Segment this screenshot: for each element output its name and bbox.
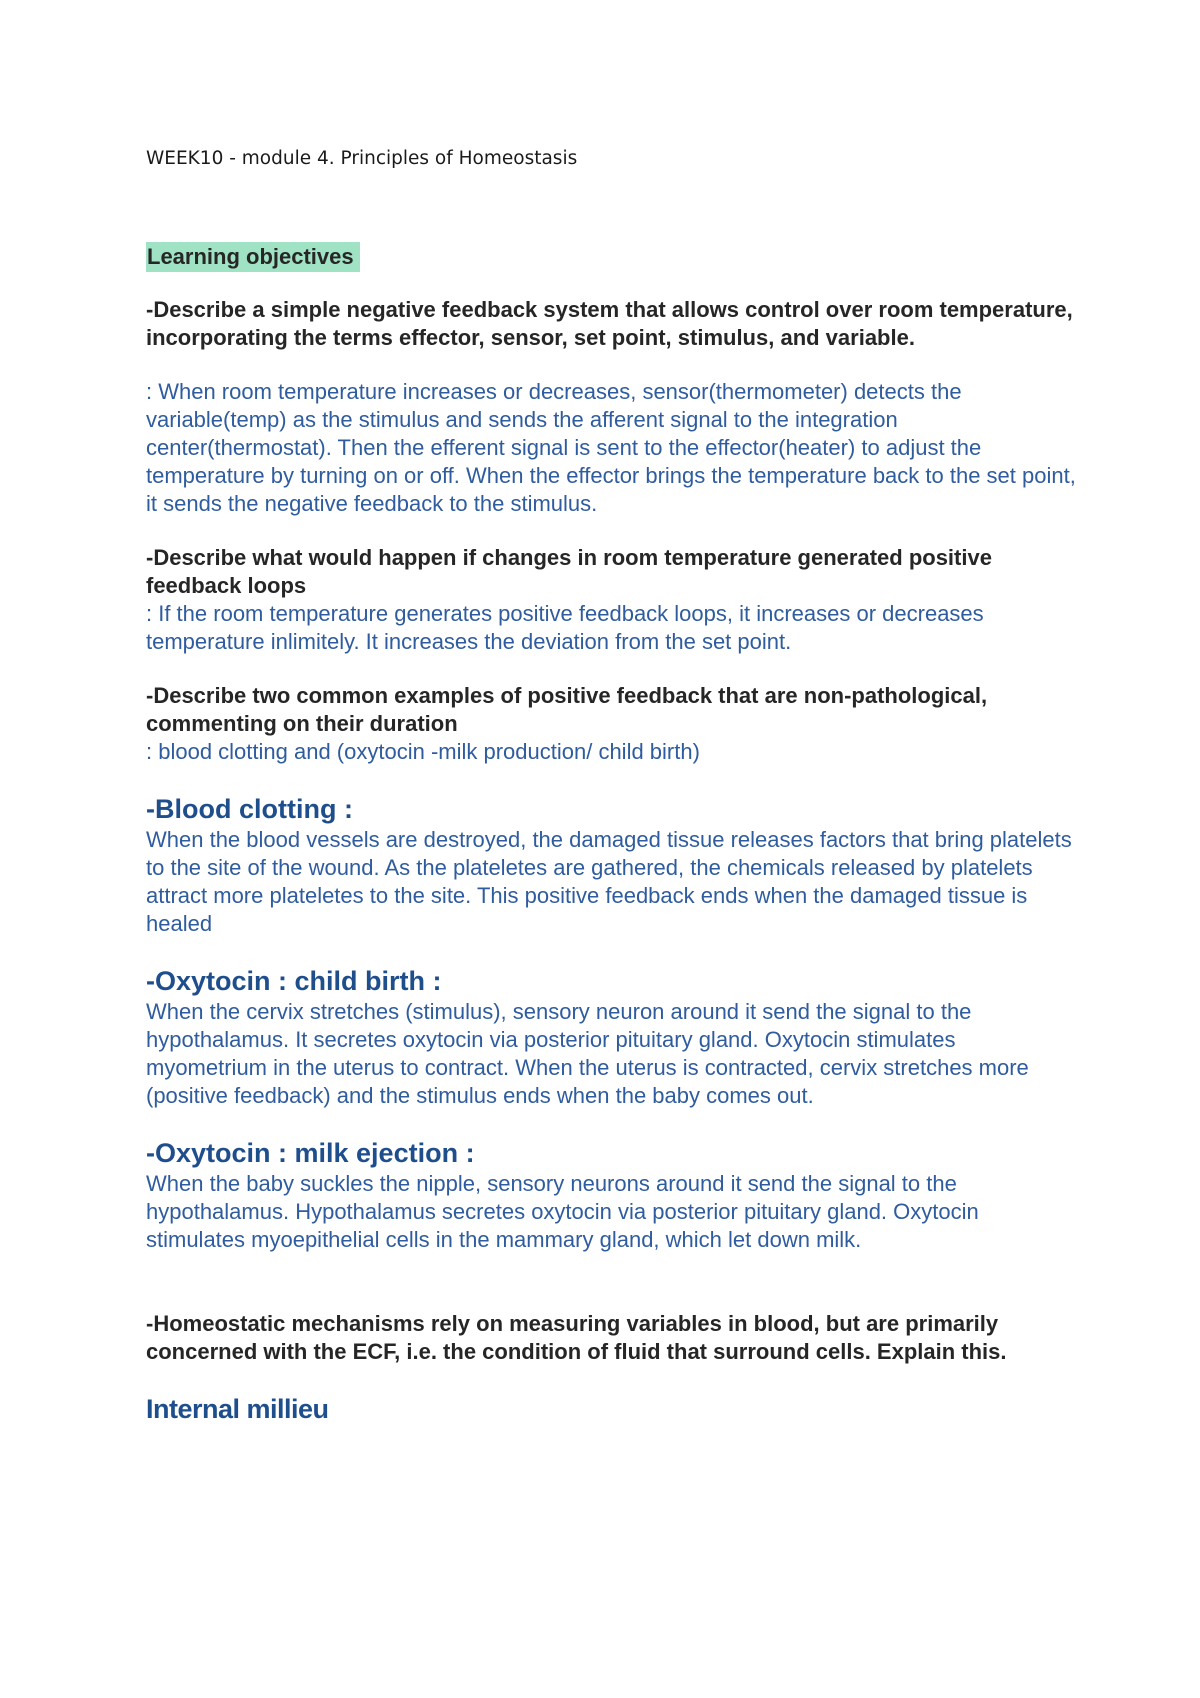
internal-millieu-heading: Internal millieu bbox=[146, 1394, 329, 1424]
blood-clotting-text: When the blood vessels are destroyed, the damaged tissue releases factors that bring platelets to the site of the wound. As the plateletes are gathered, the chemicals released by platelets attract more plateletes to the site. This positive feedback ends when the damaged tissue is healed bbox=[146, 827, 1072, 936]
blood-clotting-heading: -Blood clotting : bbox=[146, 794, 353, 824]
question-homeostatic-mechanisms: -Homeostatic mechanisms rely on measuring variables in blood, but are primarily concerned with the ECF, i.e. the condition of fluid that surround cells. Explain this. bbox=[146, 1311, 1007, 1364]
answer-positive-feedback-examples: : blood clotting and (oxytocin -milk production/ child birth) bbox=[146, 739, 700, 764]
question-positive-feedback-loops: -Describe what would happen if changes in room temperature generated positive feedback loops bbox=[146, 545, 992, 598]
oxytocin-milk-text: When the baby suckles the nipple, sensory neurons around it send the signal to the hypothalamus. Hypothalamus secretes oxytocin via posterior pituitary gland. Oxytocin stimulates myoepithelial cells in the mammary gland, which let down milk. bbox=[146, 1171, 979, 1252]
oxytocin-milk-heading: -Oxytocin : milk ejection : bbox=[146, 1138, 475, 1168]
document-header: WEEK10 - module 4. Principles of Homeostasis bbox=[146, 148, 578, 169]
answer-positive-feedback-loops: : If the room temperature generates positive feedback loops, it increases or decreases temperature inlimitely. It increases the deviation from the set point. bbox=[146, 601, 984, 654]
document-body bbox=[146, 146, 1076, 1426]
oxytocin-birth-heading: -Oxytocin : child birth : bbox=[146, 966, 442, 996]
answer-negative-feedback: : When room temperature increases or decreases, sensor(thermometer) detects the variable(temp) as the stimulus and sends the afferent signal to the integration center(thermostat). Then the efferent signal is sent to the effector(heater) to adjust the temperature by turning on or off. When the effector brings the temperature back to the set point, it sends the negative feedback to the stimulus. bbox=[146, 379, 1076, 516]
question-negative-feedback: -Describe a simple negative feedback system that allows control over room temperature, incorporating the terms effector, sensor, set point, stimulus, and variable. bbox=[146, 297, 1073, 350]
learning-objectives-heading: Learning objectives bbox=[146, 242, 360, 272]
question-positive-feedback-examples: -Describe two common examples of positive feedback that are non-pathological, commenting on their duration bbox=[146, 683, 988, 736]
oxytocin-birth-text: When the cervix stretches (stimulus), sensory neuron around it send the signal to the hypothalamus. It secretes oxytocin via posterior pituitary gland. Oxytocin stimulates myometrium in the uterus to contract. When the uterus is contracted, cervix stretches more (positive feedback) and the stimulus ends when the baby comes out. bbox=[146, 999, 1029, 1108]
